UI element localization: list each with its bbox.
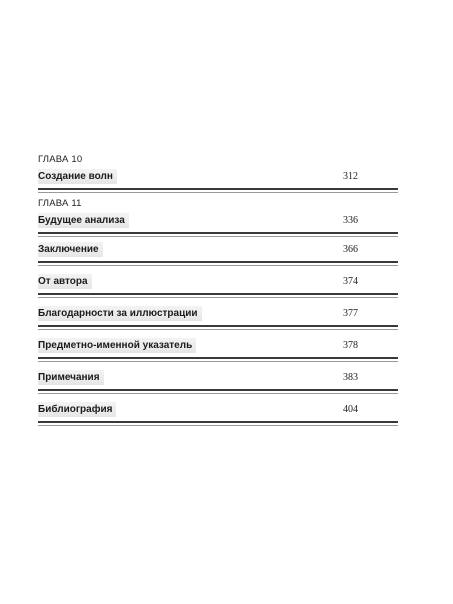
divider	[38, 329, 398, 330]
divider	[38, 236, 398, 237]
toc-title: От автора	[38, 274, 92, 289]
toc-row	[38, 370, 398, 387]
toc-entry[interactable]	[38, 370, 398, 394]
divider	[38, 393, 398, 394]
toc-page-number: 404	[343, 404, 358, 415]
divider	[38, 389, 398, 391]
toc-row	[38, 402, 398, 419]
toc-page-number: 366	[343, 244, 358, 255]
divider	[38, 188, 398, 190]
chapter-label: ГЛАВА 11	[38, 198, 82, 209]
toc-page-number: 312	[343, 171, 358, 182]
toc-page-number: 374	[343, 276, 358, 287]
toc-title: Примечания	[38, 370, 104, 385]
toc-title: Благодарности за иллюстрации	[38, 306, 202, 321]
divider	[38, 325, 398, 327]
toc-page-number: 377	[343, 308, 358, 319]
toc-page-number: 378	[343, 340, 358, 351]
toc-entry[interactable]	[38, 338, 398, 362]
divider	[38, 361, 398, 362]
toc-title: Создание волн	[38, 169, 117, 184]
toc-row	[38, 274, 398, 291]
toc-entry[interactable]	[38, 154, 398, 193]
toc-title: Предметно-именной указатель	[38, 338, 196, 353]
chapter-label: ГЛАВА 10	[38, 154, 83, 165]
toc-title: Библиография	[38, 402, 116, 417]
toc-page-number: 383	[343, 372, 358, 383]
divider	[38, 293, 398, 295]
toc-page-number: 336	[343, 215, 358, 226]
toc-entry[interactable]	[38, 306, 398, 330]
divider	[38, 265, 398, 266]
toc-entry[interactable]	[38, 242, 398, 266]
toc-row	[38, 338, 398, 355]
toc-row	[38, 306, 398, 323]
divider	[38, 425, 398, 426]
divider	[38, 421, 398, 423]
divider	[38, 232, 398, 234]
divider	[38, 261, 398, 263]
toc-title: Будущее анализа	[38, 213, 129, 228]
toc-entry[interactable]	[38, 402, 398, 426]
toc-title: Заключение	[38, 242, 103, 257]
toc-entry[interactable]	[38, 274, 398, 298]
divider	[38, 192, 398, 193]
toc-row	[38, 242, 398, 259]
toc-row	[38, 169, 398, 186]
divider	[38, 357, 398, 359]
toc-entry[interactable]	[38, 198, 398, 237]
toc-row	[38, 213, 398, 230]
table-of-contents	[38, 154, 398, 434]
divider	[38, 297, 398, 298]
